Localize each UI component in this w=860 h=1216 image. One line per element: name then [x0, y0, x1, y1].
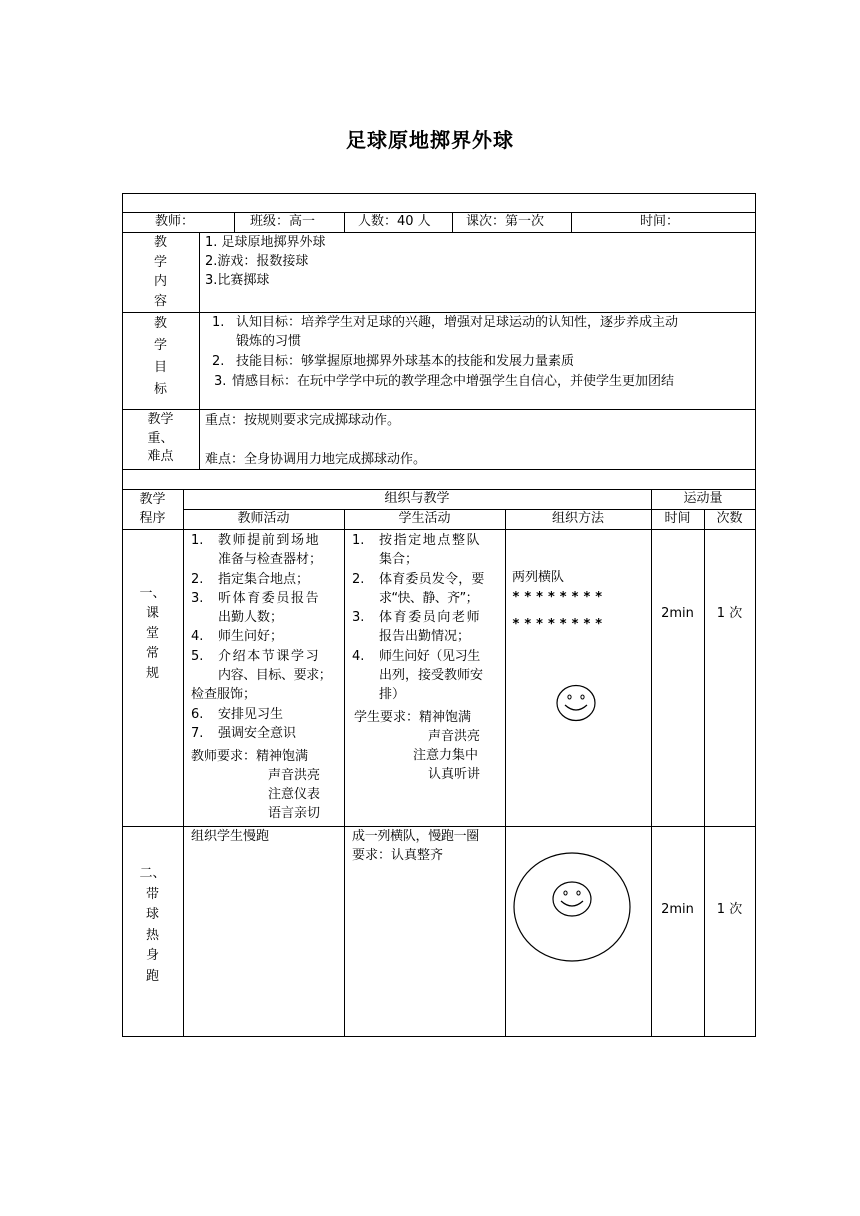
section1-student-activities: [352, 531, 502, 705]
method-header: 组织方法: [551, 511, 604, 526]
section2-student-requirement: 要求：认真整齐: [352, 848, 444, 863]
list-item: 3. 听体育委员报告 出勤人数；: [191, 590, 321, 626]
time-label: 时间：: [640, 214, 680, 229]
load-header: 运动量: [683, 491, 723, 506]
student-requirement: 学生要求：精神饱满: [354, 710, 472, 725]
keypoint-focus: 重点：按规则要求完成掷球动作。: [205, 413, 401, 428]
student-requirement: 声音洪亮: [428, 729, 481, 744]
goal-emotion: 情感目标：在玩中学学中玩的教学理念中增强学生自信心，并使学生更加团结: [232, 374, 675, 389]
keypoints-label: 教学 重、 难点: [147, 412, 174, 464]
goal-number: 2.: [212, 354, 225, 369]
table-border-right: [755, 193, 756, 1036]
section2-reps: 1 次: [716, 902, 743, 917]
col-divider: [704, 509, 705, 1036]
row-divider: [122, 469, 756, 470]
section1-teacher-activities: [191, 531, 341, 743]
teacher-requirement: 教师要求：精神饱满: [191, 749, 309, 764]
teacher-requirement: 注意仪表: [268, 787, 321, 802]
teacher-requirement: 语言亲切: [268, 806, 321, 821]
goal-cognitive: 认知目标：培养学生对足球的兴趣，增强对足球运动的认知性，逐步养成主动: [236, 315, 679, 330]
col-divider: [344, 509, 345, 1036]
list-item: 4. 师生问好；: [191, 629, 284, 645]
teacher-requirement: 声音洪亮: [268, 768, 321, 783]
section1-time: 2min: [661, 606, 694, 621]
goal-cognitive-cont: 锻炼的习惯: [236, 334, 302, 349]
section1-reps: 1 次: [716, 606, 743, 621]
content-label: 教 学 内 容: [153, 235, 167, 309]
smiley-face-icon: [553, 882, 591, 916]
teacher-label: 教师：: [155, 214, 195, 229]
goal-skill: 技能目标：够掌握原地掷界外球基本的技能和发展力量素质: [236, 354, 575, 369]
formation-title: 两列横队: [512, 570, 565, 585]
col-divider: [234, 212, 235, 232]
page-title: 足球原地掷界外球: [346, 128, 514, 152]
jogging-circle-diagram: [512, 851, 632, 963]
list-item: 2. 指定集合地点；: [191, 571, 310, 587]
col-divider: [651, 489, 652, 1036]
student-requirement: 认真听讲: [428, 767, 481, 782]
row-divider: [122, 232, 756, 233]
org-header: 组织与教学: [384, 491, 450, 506]
lesson-label: 课次：第一次: [466, 214, 545, 229]
list-item: 4. 师生问好（见习生 出列，接受教师安 排）: [352, 648, 484, 703]
list-item: 6. 安排见习生: [191, 706, 284, 722]
list-item: 7. 强调安全意识: [191, 725, 297, 741]
student-requirement: 注意力集中: [413, 748, 479, 763]
section2-teacher-activity: 组织学生慢跑: [191, 829, 270, 844]
reps-header: 次数: [716, 511, 743, 526]
content-item: 2.游戏：报数接球: [205, 254, 309, 269]
section2-student-activity: 成一列横队，慢跑一圈: [352, 829, 480, 844]
list-item: 2. 体育委员发令，要 求“快、静、齐”；: [352, 571, 485, 606]
row-divider: [122, 529, 756, 530]
col-divider: [183, 489, 184, 1036]
count-label: 人数：40 人: [358, 214, 431, 229]
goal-number: 1.: [212, 315, 225, 330]
table-border-top: [122, 193, 756, 194]
col-divider: [571, 212, 572, 232]
section1-label: 一、 课 堂 常 规: [139, 586, 166, 681]
program-header: 教学 程序: [139, 492, 166, 526]
row-divider: [122, 312, 756, 313]
content-item: 3.比赛掷球: [205, 273, 270, 288]
section2-time: 2min: [661, 902, 694, 917]
goal-number: 3.: [214, 374, 227, 389]
keypoint-difficulty: 难点：全身协调用力地完成掷球动作。: [205, 452, 427, 467]
formation-row-1: ********: [512, 590, 607, 605]
col-divider: [452, 212, 453, 232]
student-activity-header: 学生活动: [398, 511, 451, 526]
time-header: 时间: [664, 511, 691, 526]
col-divider: [199, 232, 200, 469]
row-divider: [122, 826, 756, 827]
row-divider: [122, 409, 756, 410]
goals-label: 教 学 目 标: [153, 316, 167, 397]
teacher-activity-header: 教师活动: [237, 511, 290, 526]
section2-label: 二、 带 球 热 身 跑: [139, 866, 166, 984]
list-item: 5. 介绍本节课学习 内容、目标、要求；: [191, 648, 332, 684]
smiley-face-icon: [555, 683, 597, 723]
list-item: 3. 体育委员向老师 报告出勤情况；: [352, 610, 482, 645]
table-border-bottom: [122, 1036, 756, 1037]
list-item: 检查服饰；: [191, 687, 257, 703]
content-item: 1. 足球原地掷界外球: [205, 235, 326, 250]
col-divider: [505, 509, 506, 1036]
col-divider: [344, 212, 345, 232]
list-item: 1. 教师提前到场地 准备与检查器材；: [191, 533, 323, 568]
formation-row-2: ********: [512, 617, 607, 632]
list-item: 1. 按指定地点整队 集合；: [352, 533, 482, 568]
class-label: 班级：高一: [250, 214, 316, 229]
